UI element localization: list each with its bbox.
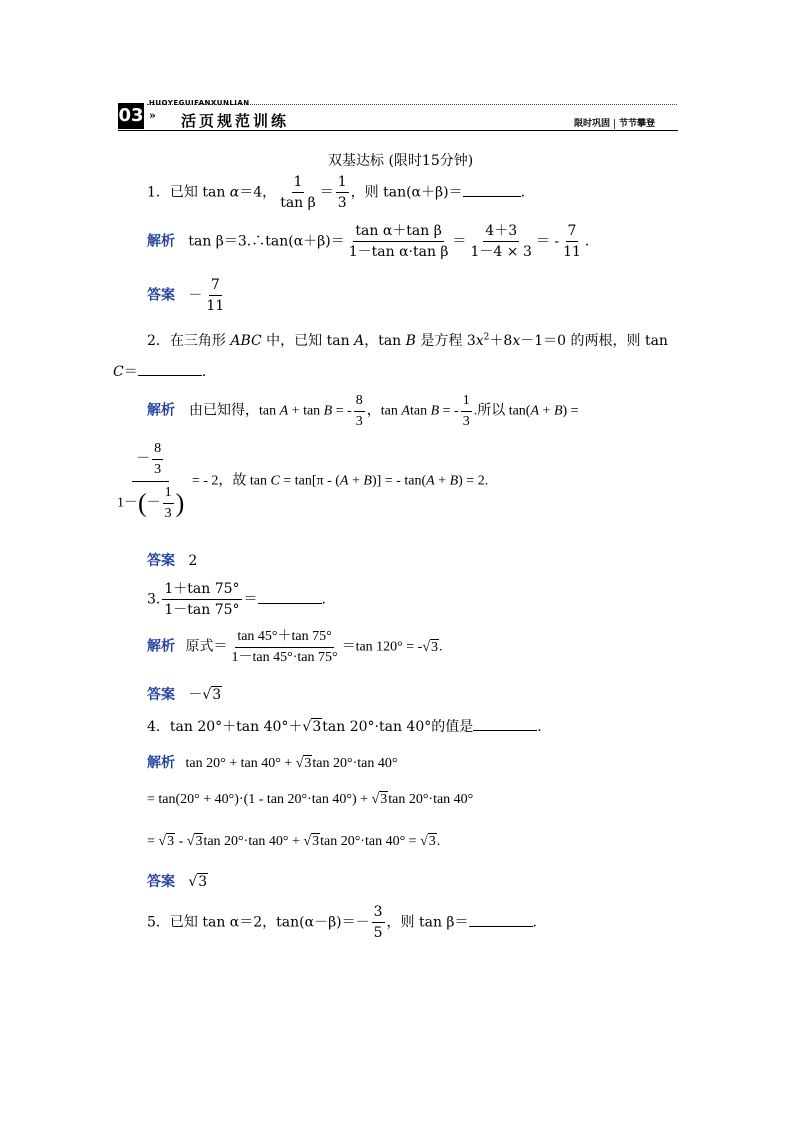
- problem-2-line-2: C＝ .: [113, 364, 207, 380]
- fraction: $\frac{4+3}{1-4 \times 3}$: [470, 223, 532, 260]
- header-right-right: 节节攀登: [619, 119, 656, 129]
- answer-label: 答案: [147, 287, 175, 304]
- fraction: $\frac{3}{5}$: [373, 904, 383, 941]
- problem-2-line-1: 2．在三角形 ABC 中，已知 tan A，tan B 是方程 $3x^2+8x-1=0$ 的两根，则 tan: [147, 332, 668, 349]
- sqrt: √3: [422, 639, 439, 655]
- sqrt: √3: [302, 719, 322, 735]
- solution-label: 解析: [147, 638, 175, 655]
- fraction: $\frac{\text{tan α＋tan β}}{\text{1－tan α·tan β}}$: [348, 223, 449, 260]
- sqrt: √3: [158, 834, 175, 849]
- compound-fraction: － $\frac{8}{3}$ 1－(－ $\frac{1}{3}$ ): [117, 441, 185, 521]
- solution-4-line-2: = tan(20° + 40°)·(1 - tan 20°·tan 40°) + √3tan 20°·tan 40°: [147, 792, 474, 807]
- problem-3: 3. $\frac{1+\tan 75^\circ}{1-\tan 75^\circ}$ ＝ .: [147, 581, 326, 618]
- sqrt: √3: [303, 834, 320, 849]
- solution-3: 解析 原式＝ $\frac{\tan 45^\circ+\tan 75^\circ}{1-\tan 45^\circ\cdot\tan 75^\circ}$ ＝tan 120° = -√3.: [147, 629, 443, 665]
- answer-1: 答案 － $\frac{7}{11}$: [147, 277, 225, 314]
- solution-2-line-2: － $\frac{8}{3}$ 1－(－ $\frac{1}{3}$ ) = - 2，故 tan C = tan[π - (A + B)] = - tan(A + B) = 2.: [117, 441, 489, 521]
- solution-1: 解析 tan β＝3.∴tan(α＋β)＝ $\frac{\text{tan α＋tan β}}{\text{1－tan α·tan β}}$ ＝ $\frac{4+3}{1-4 \times 3}$ ＝ - $\frac{7}{11}$ .: [147, 223, 590, 260]
- sqrt: √3: [420, 834, 436, 849]
- header-right-left: 限时巩固: [574, 119, 611, 129]
- answer-blank: [469, 914, 533, 927]
- header-arrow-icon: »: [149, 109, 156, 122]
- problem-5: 5．已知 tan α＝2，tan(α－β)＝－ $\frac{3}{5}$ ，则 tan β＝ .: [147, 904, 537, 941]
- solution-4-line-3: = √3 - √3tan 20°·tan 40° + √3tan 20°·tan 40° = √3.: [147, 834, 441, 849]
- header-pinyin: HUOYEGUIFANXUNLIAN: [149, 99, 250, 107]
- header-separator: [614, 119, 615, 129]
- fraction: $\frac{\tan 45^\circ+\tan 75^\circ}{1-\tan 45^\circ\cdot\tan 75^\circ}$: [231, 629, 338, 665]
- header-title: 活页规范训练: [181, 112, 290, 130]
- problem-1: 1．已知 tan α＝4， $\frac{1}{\text{tan β}}$ ＝ $\frac{1}{3}$ ，则 tan(α＋β)＝ .: [147, 174, 526, 211]
- fraction: $\frac{1}{3}$: [337, 174, 347, 211]
- solution-label: 解析: [147, 402, 175, 419]
- answer-3: 答案 －√3: [147, 687, 222, 703]
- fraction: $\frac{1}{\text{tan β}}$: [280, 174, 316, 211]
- answer-label: 答案: [147, 874, 175, 890]
- solution-4-line-1: 解析 tan 20° + tan 40° + √3tan 20°·tan 40°: [147, 755, 398, 771]
- answer-blank: [258, 591, 322, 604]
- answer-label: 答案: [147, 553, 175, 569]
- sqrt: √3: [371, 792, 388, 807]
- answer-blank: [463, 184, 521, 197]
- problem-4: 4．tan 20°＋tan 40°＋√3tan 20°·tan 40°的值是 .: [147, 719, 542, 735]
- solution-label: 解析: [147, 755, 175, 771]
- fraction: $\frac{8}{3}$: [355, 393, 363, 429]
- header-section-number: 03: [118, 103, 144, 129]
- header-rule: [118, 130, 678, 131]
- answer-4: [147, 871, 208, 891]
- fraction: $\frac{7}{11}$: [206, 277, 225, 314]
- answer-2: 答案 2: [147, 553, 198, 569]
- header-right-labels: [574, 116, 655, 129]
- sqrt: √3: [188, 874, 208, 890]
- sqrt: √3: [295, 756, 312, 771]
- sqrt: √3: [202, 687, 222, 703]
- sqrt: √3: [186, 834, 203, 849]
- solution-label: 解析: [147, 233, 175, 250]
- answer-blank: [473, 718, 537, 731]
- fraction: $\frac{7}{11}$: [563, 223, 581, 260]
- fraction: $\frac{1+\tan 75^\circ}{1-\tan 75^\circ}$: [164, 581, 240, 618]
- answer-label: 答案: [147, 687, 175, 703]
- fraction: $\frac{1}{3}$: [462, 393, 470, 429]
- solution-2-line-1: 解析 由已知得，tan A + tan B = - $\frac{8}{3}$ ，tan Atan B = - $\frac{1}{3}$ .所以 tan(A + B) =: [147, 393, 579, 429]
- answer-blank: [138, 363, 202, 376]
- section-title: 双基达标 (限时15分钟): [328, 153, 474, 169]
